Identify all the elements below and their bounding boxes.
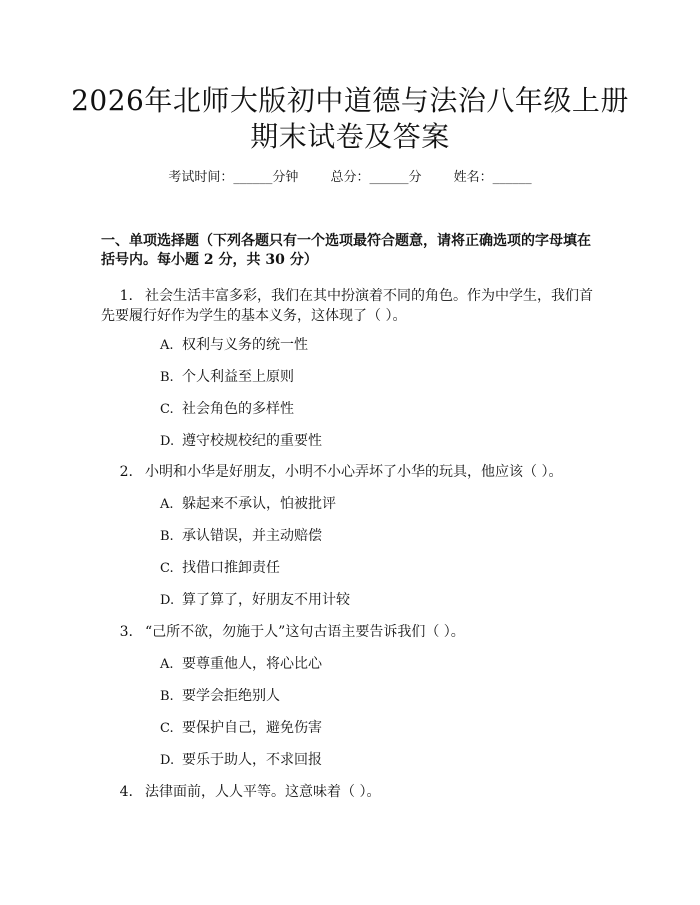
- question-2-line-1: [101, 460, 601, 484]
- option-letter: B.: [160, 529, 174, 544]
- option-text: 要学会拒绝别人: [182, 688, 280, 704]
- question-3-option-d: [160, 748, 322, 773]
- option-text: 遵守校规校纪的重要性: [182, 433, 322, 449]
- option-letter: C.: [160, 721, 174, 736]
- option-text: 要保护自己，避免伤害: [182, 720, 322, 736]
- option-letter: A.: [160, 497, 174, 512]
- option-letter: C.: [160, 561, 174, 576]
- exam-info: [0, 168, 700, 188]
- option-text: 算了算了，好朋友不用计较: [182, 592, 350, 608]
- option-text: 承认错误，并主动赔偿: [182, 528, 322, 544]
- option-letter: B.: [160, 370, 174, 385]
- question-number: 4.: [119, 784, 133, 800]
- question-text: 法律面前，人人平等。这意味着（ ）。: [145, 784, 381, 800]
- question-1-option-a: [160, 333, 308, 358]
- question-2-option-a: [160, 492, 336, 517]
- question-text: “己所不欲，勿施于人”这句古语主要告诉我们（ ）。: [145, 624, 465, 640]
- option-text: 权利与义务的统一性: [182, 337, 308, 353]
- question-3-option-b: [160, 684, 280, 709]
- option-letter: C.: [160, 402, 174, 417]
- question-4-line-1: [101, 780, 601, 804]
- option-letter: A.: [160, 338, 174, 353]
- option-text: 要乐于助人，不求回报: [182, 752, 322, 768]
- section-heading-line-2: 括号内。每小题 2 分，共 30 分）: [101, 252, 318, 268]
- option-text: 个人利益至上原则: [182, 369, 294, 385]
- option-text: 找借口推卸责任: [182, 560, 280, 576]
- question-1-option-b: [160, 365, 294, 390]
- question-1-option-c: [160, 397, 294, 422]
- option-text: 社会角色的多样性: [182, 401, 294, 417]
- question-3-line-1: [101, 620, 601, 644]
- question-number: 2.: [119, 464, 133, 480]
- student-name-field: 姓名：______: [453, 170, 532, 185]
- option-letter: D.: [160, 753, 175, 768]
- exam-time-field: 考试时间：______分钟: [168, 170, 299, 185]
- question-1-option-d: [160, 429, 322, 454]
- total-score-field: 总分：______分: [330, 170, 422, 185]
- option-letter: A.: [160, 657, 174, 672]
- option-letter: D.: [160, 593, 175, 608]
- option-letter: B.: [160, 689, 174, 704]
- question-text: 社会生活丰富多彩，我们在其中扮演着不同的角色。作为中学生，我们首: [145, 288, 593, 304]
- exam-title-line-2: 期末试卷及答案: [250, 120, 450, 153]
- question-3-option-a: [160, 652, 322, 677]
- question-1-line-2: 先要履行好作为学生的基本义务，这体现了（ ）。: [101, 308, 407, 324]
- option-text: 躲起来不承认，怕被批评: [182, 496, 336, 512]
- option-letter: D.: [160, 434, 175, 449]
- question-number: 3.: [119, 624, 133, 640]
- section-heading-line-1: 一、单项选择题（下列各题只有一个选项最符合题意，请将正确选项的字母填在: [101, 233, 591, 249]
- question-2-option-c: [160, 556, 280, 581]
- question-number: 1.: [119, 288, 133, 304]
- question-3-option-c: [160, 716, 322, 741]
- question-2-option-d: [160, 588, 350, 613]
- option-text: 要尊重他人，将心比心: [182, 656, 322, 672]
- exam-title-line-1: 2026年北师大版初中道德与法治八年级上册: [71, 84, 629, 117]
- question-text: 小明和小华是好朋友，小明不小心弄坏了小华的玩具，他应该（ ）。: [145, 464, 563, 480]
- question-2-option-b: [160, 524, 322, 549]
